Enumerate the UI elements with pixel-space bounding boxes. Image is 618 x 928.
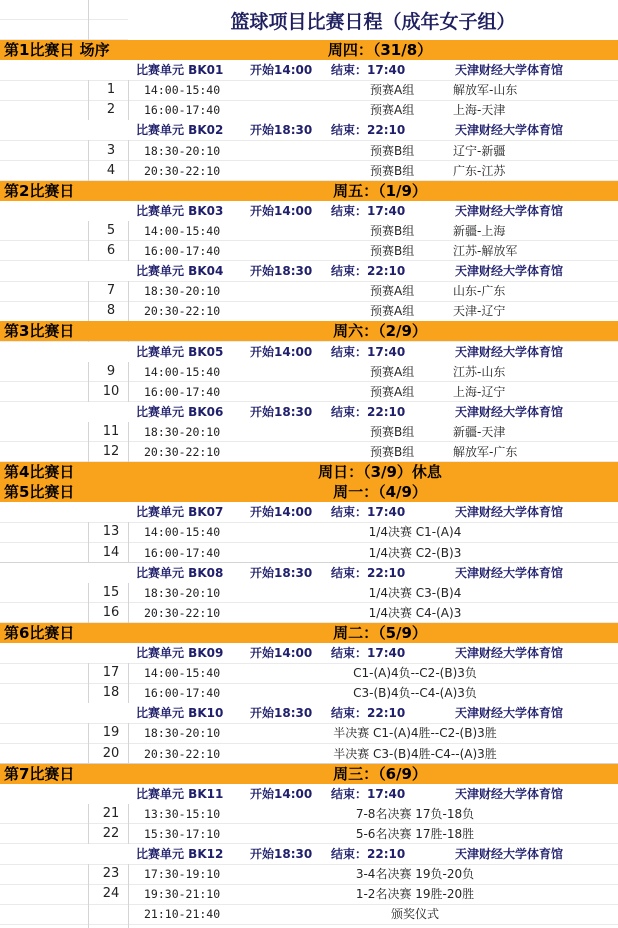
game-row [0,824,618,844]
venue-label: 天津财经大学体育馆 [455,646,564,660]
game-time: 16:00-17:40 [144,244,221,258]
game-time: 18:30-20:10 [144,726,221,741]
day-header-row [0,482,618,502]
game-time: 20:30-22:10 [144,746,221,761]
session-end: 结束：22:10 [331,565,406,580]
game-teams: 辽宁-新疆 [453,143,506,158]
game-stage: 预赛A组 [370,284,415,299]
game-teams: 上海-辽宁 [453,384,506,399]
day-label: 第2比赛日 [4,181,75,200]
session-row [0,402,618,422]
game-row [0,884,618,904]
venue-label: 天津财经大学体育馆 [455,344,564,359]
game-number: 10 [102,383,120,399]
session-end: 结束：17:40 [331,203,406,218]
session-end: 结束：17:40 [331,646,406,660]
session-row [0,643,618,663]
game-description: 1/4决赛 C3-(B)4 [368,585,462,600]
game-row [0,80,618,100]
day-header-row [0,181,618,201]
game-row [0,723,618,743]
session-unit: 比赛单元 BK01 [136,63,224,78]
game-time: 19:30-21:10 [144,887,221,902]
game-teams: 新疆-天津 [453,424,506,439]
game-stage: 预赛A组 [370,83,415,98]
game-number: 1 [106,82,116,98]
session-end: 结束：17:40 [331,786,406,801]
venue-label: 天津财经大学体育馆 [455,123,564,138]
session-row [0,502,618,522]
game-row [0,382,618,402]
game-row [0,603,618,623]
game-row [0,141,618,161]
game-time: 15:30-17:10 [144,826,221,841]
day-weekday: 周四：（31/8） [327,41,433,59]
game-time: 18:30-20:10 [144,585,221,600]
game-row [0,543,618,563]
session-row [0,784,618,804]
game-time: 14:00-15:40 [144,83,221,98]
day-header-row [0,462,618,482]
session-start: 开始14:00 [250,344,313,359]
session-end: 结束：17:40 [331,344,406,359]
day-header-row [0,40,618,60]
game-stage: 预赛A组 [370,103,415,118]
game-stage: 预赛A组 [370,304,415,319]
game-row [0,864,618,884]
game-teams: 解放军-广东 [453,445,518,459]
session-unit: 比赛单元 BK10 [136,706,224,721]
game-teams: 新疆-上海 [453,223,506,238]
venue-label: 天津财经大学体育馆 [455,203,564,218]
day-label: 第4比赛日 [4,463,75,482]
game-number: 19 [102,725,120,741]
game-number: 23 [102,866,120,882]
game-number: 6 [106,243,116,258]
game-row [0,683,618,703]
day-header-row [0,623,618,643]
session-unit: 比赛单元 BK11 [136,786,224,801]
game-time: 18:30-20:10 [144,284,221,299]
session-unit: 比赛单元 BK03 [136,203,224,218]
game-time: 18:30-20:10 [144,143,221,158]
day-label: 第3比赛日 [4,322,75,341]
game-number: 12 [102,444,120,459]
day-weekday: 周一：（4/9） [333,483,427,502]
session-start: 开始14:00 [250,63,313,78]
session-unit: 比赛单元 BK02 [136,123,224,138]
session-start: 开始18:30 [250,404,313,419]
game-stage: 预赛B组 [370,163,415,178]
game-time: 18:30-20:10 [144,424,221,439]
day-label: 第7比赛日 [4,764,75,783]
game-number: 13 [102,524,120,540]
venue-label: 天津财经大学体育馆 [455,706,564,721]
game-time: 21:10-21:40 [144,907,221,922]
game-time: 17:30-19:10 [144,867,221,882]
session-end: 结束：22:10 [331,706,406,721]
game-teams: 山东-广东 [453,284,506,299]
venue-label: 天津财经大学体育馆 [455,786,564,801]
game-time: 20:30-22:10 [144,605,221,620]
game-teams: 天津-辽宁 [453,304,506,319]
game-description: 1/4决赛 C2-(B)3 [368,545,462,560]
game-description: 3-4名决赛 19负-20负 [355,867,475,882]
game-time: 16:00-17:40 [144,686,221,701]
game-time: 16:00-17:40 [144,545,221,560]
venue-label: 天津财经大学体育馆 [455,847,564,861]
session-row [0,60,618,80]
game-number: 5 [106,222,116,238]
game-time: 14:00-15:40 [144,525,221,540]
game-number: 17 [102,665,120,681]
session-start: 开始14:00 [250,203,313,218]
session-start: 开始18:30 [250,706,313,721]
session-row [0,201,618,221]
game-stage: 预赛B组 [370,143,415,158]
session-end: 结束：22:10 [331,123,406,138]
game-row [0,422,618,442]
game-row [0,241,618,261]
session-end: 结束：22:10 [331,404,406,419]
game-teams: 江苏-山东 [453,364,506,379]
session-start: 开始18:30 [250,123,313,138]
game-teams: 江苏-解放军 [453,244,518,258]
game-row [0,663,618,683]
schedule-title: 篮球项目比赛日程（成年女子组） [128,0,618,41]
session-unit: 比赛单元 BK05 [136,344,224,359]
game-stage: 预赛A组 [370,384,415,399]
game-number: 20 [102,745,120,761]
venue-label: 天津财经大学体育馆 [455,63,564,78]
game-row [0,100,618,120]
game-row [0,161,618,181]
game-stage: 预赛B组 [370,244,415,258]
game-description: 5-6名决赛 17胜-18胜 [355,826,475,841]
game-stage: 预赛B组 [370,445,415,459]
game-row [0,442,618,462]
game-time: 20:30-22:10 [144,304,221,319]
day-label: 第6比赛日 [4,623,75,642]
game-time: 20:30-22:10 [144,163,221,178]
game-row [0,522,618,542]
game-number: 11 [102,423,120,439]
game-teams: 上海-天津 [453,103,506,118]
day-weekday: 周五：（1/9） [333,181,427,200]
game-number: 14 [102,544,120,560]
venue-label: 天津财经大学体育馆 [455,264,564,279]
session-unit: 比赛单元 BK06 [136,404,224,419]
game-teams: 广东-江苏 [453,163,506,178]
venue-label: 天津财经大学体育馆 [455,505,564,520]
game-number: 9 [106,363,116,379]
game-number: 2 [106,102,116,118]
game-row [0,583,618,603]
game-time: 14:00-15:40 [144,666,221,681]
game-stage: 预赛B组 [370,223,415,238]
day-weekday: 周日：（3/9）休息 [318,463,442,482]
game-description: C1-(A)4负--C2-(B)3负 [353,666,477,681]
game-number: 8 [106,303,116,319]
game-number: 7 [106,283,116,299]
session-end: 结束：22:10 [331,264,406,279]
game-number: 4 [106,162,116,178]
day-header-row [0,764,618,784]
game-row [0,221,618,241]
game-number: 15 [102,584,120,600]
game-time: 14:00-15:40 [144,223,221,238]
session-row [0,342,618,362]
game-number: 18 [102,685,120,701]
session-unit: 比赛单元 BK04 [136,264,224,279]
game-number: 16 [102,604,120,620]
game-stage: 预赛B组 [370,424,415,439]
session-row [0,844,618,864]
session-start: 开始14:00 [250,786,313,801]
session-start: 开始18:30 [250,264,313,279]
game-description: 1/4决赛 C1-(A)4 [368,525,462,540]
game-description: 1-2名决赛 19胜-20胜 [355,887,475,902]
session-row [0,563,618,583]
day-header-row [0,321,618,341]
game-number: 22 [102,825,120,841]
day-label: 第5比赛日 [4,483,75,502]
game-number: 21 [102,805,120,821]
session-row [0,703,618,723]
game-row [0,744,618,764]
game-time: 14:00-15:40 [144,364,221,379]
day-weekday: 周六：（2/9） [333,322,427,341]
game-description: 1/4决赛 C4-(A)3 [368,605,462,620]
game-description: 7-8名决赛 17负-18负 [355,806,475,821]
day-weekday: 周三：（6/9） [333,764,427,783]
session-end: 结束：22:10 [331,847,406,861]
game-number: 3 [106,142,116,158]
game-time: 16:00-17:40 [144,384,221,399]
session-unit: 比赛单元 BK07 [136,505,224,520]
session-end: 结束：17:40 [331,63,406,78]
game-row [0,362,618,382]
session-unit: 比赛单元 BK09 [136,646,224,660]
game-number: 24 [102,886,120,902]
game-teams: 解放军-山东 [453,83,518,98]
day-label: 第1比赛日 场序 [4,41,110,59]
session-end: 结束：17:40 [331,505,406,520]
game-row [0,281,618,301]
session-row [0,261,618,281]
game-description: 半决赛 C1-(A)4胜--C2-(B)3胜 [333,726,497,741]
venue-label: 天津财经大学体育馆 [455,404,564,419]
session-unit: 比赛单元 BK08 [136,565,224,580]
game-description: C3-(B)4负--C4-(A)3负 [353,686,477,701]
session-start: 开始14:00 [250,505,313,520]
game-time: 20:30-22:10 [144,445,221,459]
game-row [0,804,618,824]
session-start: 开始18:30 [250,847,313,861]
game-stage: 预赛A组 [370,364,415,379]
game-description: 颁奖仪式 [390,907,439,922]
game-description: 半决赛 C3-(B)4胜-C4--(A)3胜 [333,746,497,761]
game-time: 16:00-17:40 [144,103,221,118]
game-row [0,301,618,321]
game-row [0,904,618,924]
game-time: 13:30-15:10 [144,806,221,821]
session-start: 开始18:30 [250,565,313,580]
session-unit: 比赛单元 BK12 [136,847,224,861]
session-start: 开始14:00 [250,646,313,660]
venue-label: 天津财经大学体育馆 [455,565,564,580]
session-row [0,120,618,140]
day-weekday: 周二：（5/9） [333,623,427,642]
